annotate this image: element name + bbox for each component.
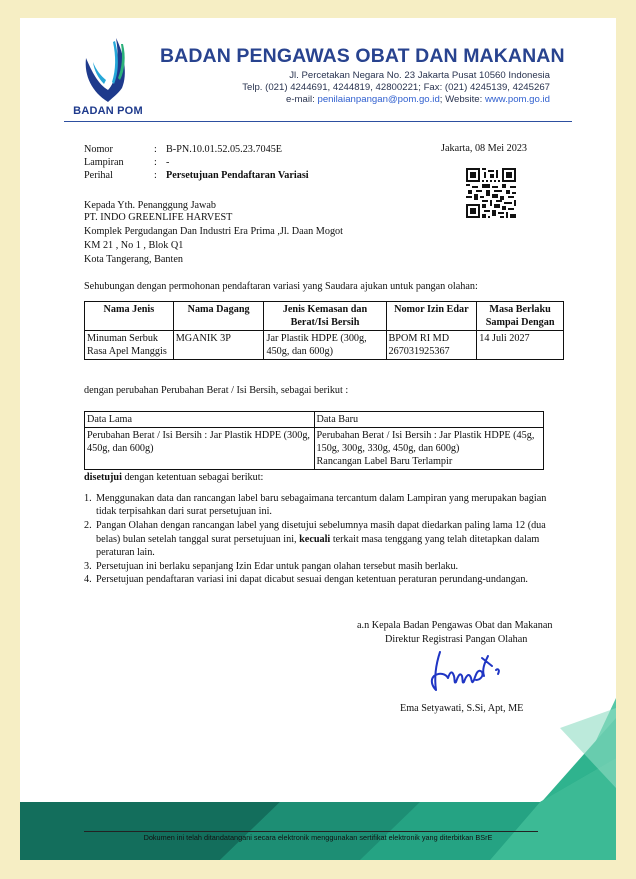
website-prefix: ; Website: — [439, 94, 485, 105]
letter-page — [20, 18, 616, 860]
cell-masa-berlaku: 14 Juli 2027 — [477, 331, 564, 360]
email-prefix: e-mail: — [286, 94, 318, 105]
address-line: Jl. Percetakan Negara No. 23 Jakarta Pusat 10560 Indonesia — [289, 70, 550, 81]
list-text: Persetujuan ini berlaku sepanjang Izin Edar untuk pangan olahan tersebut masih berlaku. — [96, 561, 459, 573]
th-nama-dagang: Nama Dagang — [173, 302, 264, 331]
qr-code-icon — [466, 168, 516, 218]
signatory-name: Ema Setyawati, S.Si, Apt, ME — [400, 703, 524, 714]
phone-line: Telp. (021) 4244691, 4244819, 42800221; Fax: (021) 4245139, 4245267 — [242, 82, 550, 93]
lampiran-label: Lampiran — [84, 157, 124, 168]
perihal-value: Persetujuan Pendaftaran Variasi — [166, 170, 309, 181]
recipient-city: Kota Tangerang, Banten — [84, 254, 183, 265]
nomor-label: Nomor — [84, 144, 113, 155]
recipient-address-1: Komplek Pergudangan Dan Industri Era Prima ,Jl. Daan Mogot — [84, 226, 343, 237]
intro-paragraph: Sehubungan dengan permohonan pendaftaran variasi yang Saudara ajukan untuk pangan olahan: — [84, 281, 478, 292]
new-data-note: Rancangan Label Baru Terlampir — [316, 456, 453, 467]
product-table — [84, 301, 564, 360]
cell-nama-jenis: Minuman Serbuk Rasa Apel Manggis — [85, 331, 174, 360]
logo-text: BADAN POM — [73, 105, 143, 117]
nomor-value: B-PN.10.01.52.05.23.7045E — [166, 144, 283, 155]
list-number: 4. — [84, 574, 92, 586]
approval-bold: disetujui — [84, 472, 122, 483]
header-divider — [64, 121, 572, 122]
signatory-title-1: a.n Kepala Badan Pengawas Obat dan Makanan — [357, 620, 553, 631]
website-link[interactable]: www.pom.go.id — [484, 94, 550, 105]
list-text: Persetujuan pendaftaran variasi ini dapat dicabut sesuai dengan ketentuan peraturan perundang-undangan. — [96, 574, 528, 586]
meta-row-lampiran — [84, 156, 309, 169]
recipient-line-1: Kepada Yth. Penanggung Jawab — [84, 200, 217, 211]
list-text — [96, 519, 554, 559]
org-name — [160, 45, 565, 68]
footer-divider — [84, 831, 538, 832]
list-item — [84, 573, 554, 586]
cell-nama-dagang: MGANIK 3P — [173, 331, 264, 360]
lampiran-value: - — [166, 157, 170, 168]
handwritten-signature — [426, 646, 506, 694]
meta-row-perihal — [84, 169, 309, 182]
email-link[interactable]: penilaianpangan@pom.go.id — [317, 94, 440, 105]
th-nama-jenis: Nama Jenis — [85, 302, 174, 331]
list-item — [84, 519, 554, 559]
change-row — [85, 428, 544, 470]
table-row — [85, 331, 564, 360]
change-header-row — [85, 412, 544, 428]
new-data-label: Data Baru — [314, 412, 544, 428]
recipient-address-2: KM 21 , No 1 , Blok Q1 — [84, 240, 184, 251]
meta-row-nomor — [84, 143, 309, 156]
email-website-line — [286, 94, 550, 105]
th-masa-berlaku: Masa Berlaku Sampai Dengan — [477, 302, 564, 331]
bpom-emblem-icon — [82, 32, 134, 104]
signatory-title-2: Direktur Registrasi Pangan Olahan — [385, 634, 528, 645]
cell-jenis-kemasan: Jar Plastik HDPE (300g, 450g, dan 600g) — [264, 331, 386, 360]
approval-rest: dengan ketentuan sebagai berikut: — [121, 472, 264, 483]
separator: : — [154, 170, 157, 181]
recipient-company: PT. INDO GREENLIFE HARVEST — [84, 212, 233, 223]
old-data-label: Data Lama — [85, 412, 315, 428]
separator: : — [154, 144, 157, 155]
conditions-list — [84, 492, 554, 586]
list-item — [84, 492, 554, 518]
letter-meta — [84, 143, 309, 182]
cell-nomor-izin-edar: BPOM RI MD 267031925367 — [386, 331, 477, 360]
approval-intro — [84, 471, 263, 485]
list-text-bold: kecuali — [299, 533, 331, 545]
list-text-part: Pangan Olahan dengan rancangan label yang disetujui sebelumnya masih dapat diedarkan paling lama 12 (dua belas) bulan setelah tanggal surat persetujuan ini, — [96, 520, 546, 545]
org-name-text: BADAN PENGAWAS OBAT DAN MAKANAN — [160, 45, 565, 67]
change-intro: dengan perubahan Perubahan Berat / Isi Bersih, sebagai berikut : — [84, 385, 349, 396]
table-header-row — [85, 302, 564, 331]
list-item — [84, 560, 554, 573]
new-data-cell — [314, 428, 544, 470]
old-data-value: Perubahan Berat / Isi Bersih : Jar Plastik HDPE (300g, 450g, dan 600g) — [85, 428, 315, 470]
change-table — [84, 411, 544, 470]
list-number: 2. — [84, 520, 92, 532]
list-text: Menggunakan data dan rancangan label baru sebagaimana tercantum dalam Lampiran yang merupakan bagian tidak terpisahkan dari surat persetujuan ini. — [96, 493, 547, 518]
footer-note: Dokumen ini telah ditandatangani secara elektronik menggunakan sertifikat elektronik yang diterbitkan BSrE — [143, 833, 493, 842]
perihal-label: Perihal — [84, 170, 113, 181]
new-data-value: Perubahan Berat / Isi Bersih : Jar Plastik HDPE (45g, 150g, 300g, 330g, 450g, dan 600g) — [316, 430, 535, 454]
th-nomor-izin-edar: Nomor Izin Edar — [386, 302, 477, 331]
list-number: 1. — [84, 493, 92, 504]
letter-date: Jakarta, 08 Mei 2023 — [441, 143, 528, 154]
separator: : — [154, 157, 157, 168]
list-number: 3. — [84, 561, 92, 573]
list-text-part: terkait masa tenggang yang telah ditetapkan dalam peraturan lain. — [96, 533, 540, 558]
th-jenis-kemasan: Jenis Kemasan dan Berat/Isi Bersih — [264, 302, 386, 331]
